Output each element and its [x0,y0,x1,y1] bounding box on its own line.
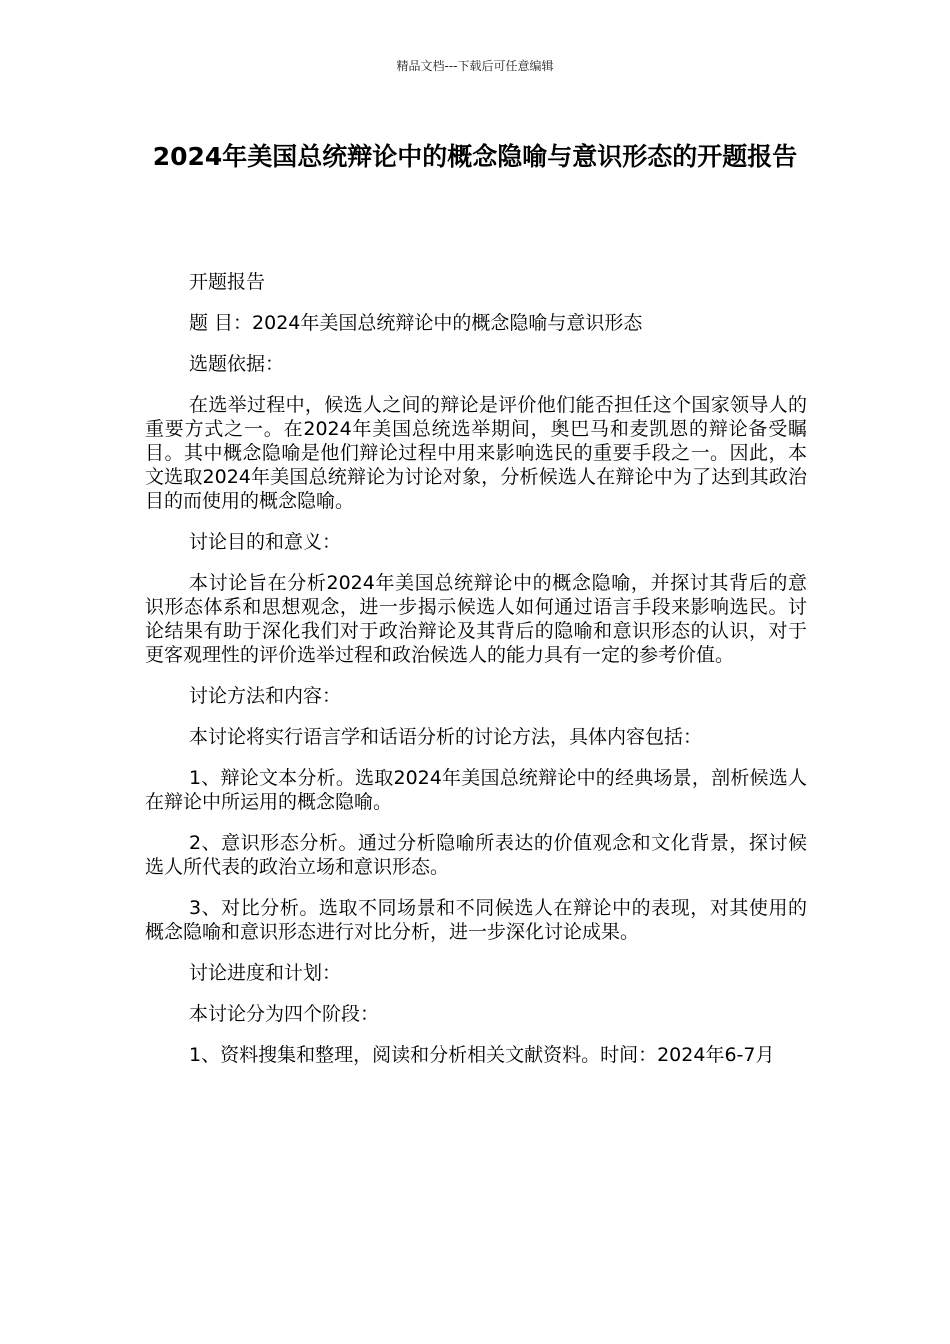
report-label: 开题报告 [189,271,266,293]
document-body [145,270,807,1084]
method-heading: 讨论方法和内容： [189,685,342,707]
method-item: 1、辩论文本分析。选取2024年美国总统辩论中的经典场景，剖析候选人在辩论中所运用的概念隐喻。 [145,767,807,813]
basis-paragraph: 在选举过程中，候选人之间的辩论是评价他们能否担任这个国家领导人的重要方式之一。在2024年美国总统选举期间，奥巴马和麦凯恩的辩论备受瞩目。其中概念隐喻是他们辩论过程中用来影响选民的重要手段之一。因此，本文选取2024年美国总统辩论为讨论对象，分析候选人在辩论中为了达到其政治目的而使用的概念隐喻。 [145,394,807,512]
schedule-item: 1、资料搜集和整理，阅读和分析相关文献资料。时间：2024年6-7月 [189,1044,775,1066]
document-title: 2024年美国总统辩论中的概念隐喻与意识形态的开题报告 [152,142,798,171]
method-intro: 本讨论将实行语言学和话语分析的讨论方法，具体内容包括： [189,726,703,748]
method-item: 2、意识形态分析。通过分析隐喻所表达的价值观念和文化背景，探讨候选人所代表的政治立场和意识形态。 [145,832,807,878]
header-note: 精品文档---下载后可任意编辑 [396,59,554,73]
schedule-intro: 本讨论分为四个阶段： [189,1003,380,1025]
purpose-heading: 讨论目的和意义： [189,531,342,553]
topic-line: 题 目：2024年美国总统辩论中的概念隐喻与意识形态 [189,312,643,334]
schedule-heading: 讨论进度和计划： [189,962,342,984]
basis-heading: 选题依据： [189,353,285,375]
method-item: 3、对比分析。选取不同场景和不同候选人在辩论中的表现，对其使用的概念隐喻和意识形态进行对比分析，进一步深化讨论成果。 [145,897,807,943]
purpose-paragraph: 本讨论旨在分析2024年美国总统辩论中的概念隐喻，并探讨其背后的意识形态体系和思想观念，进一步揭示候选人如何通过语言手段来影响选民。讨论结果有助于深化我们对于政治辩论及其背后的隐喻和意识形态的认识，对于更客观理性的评价选举过程和政治候选人的能力具有一定的参考价值。 [145,572,807,666]
